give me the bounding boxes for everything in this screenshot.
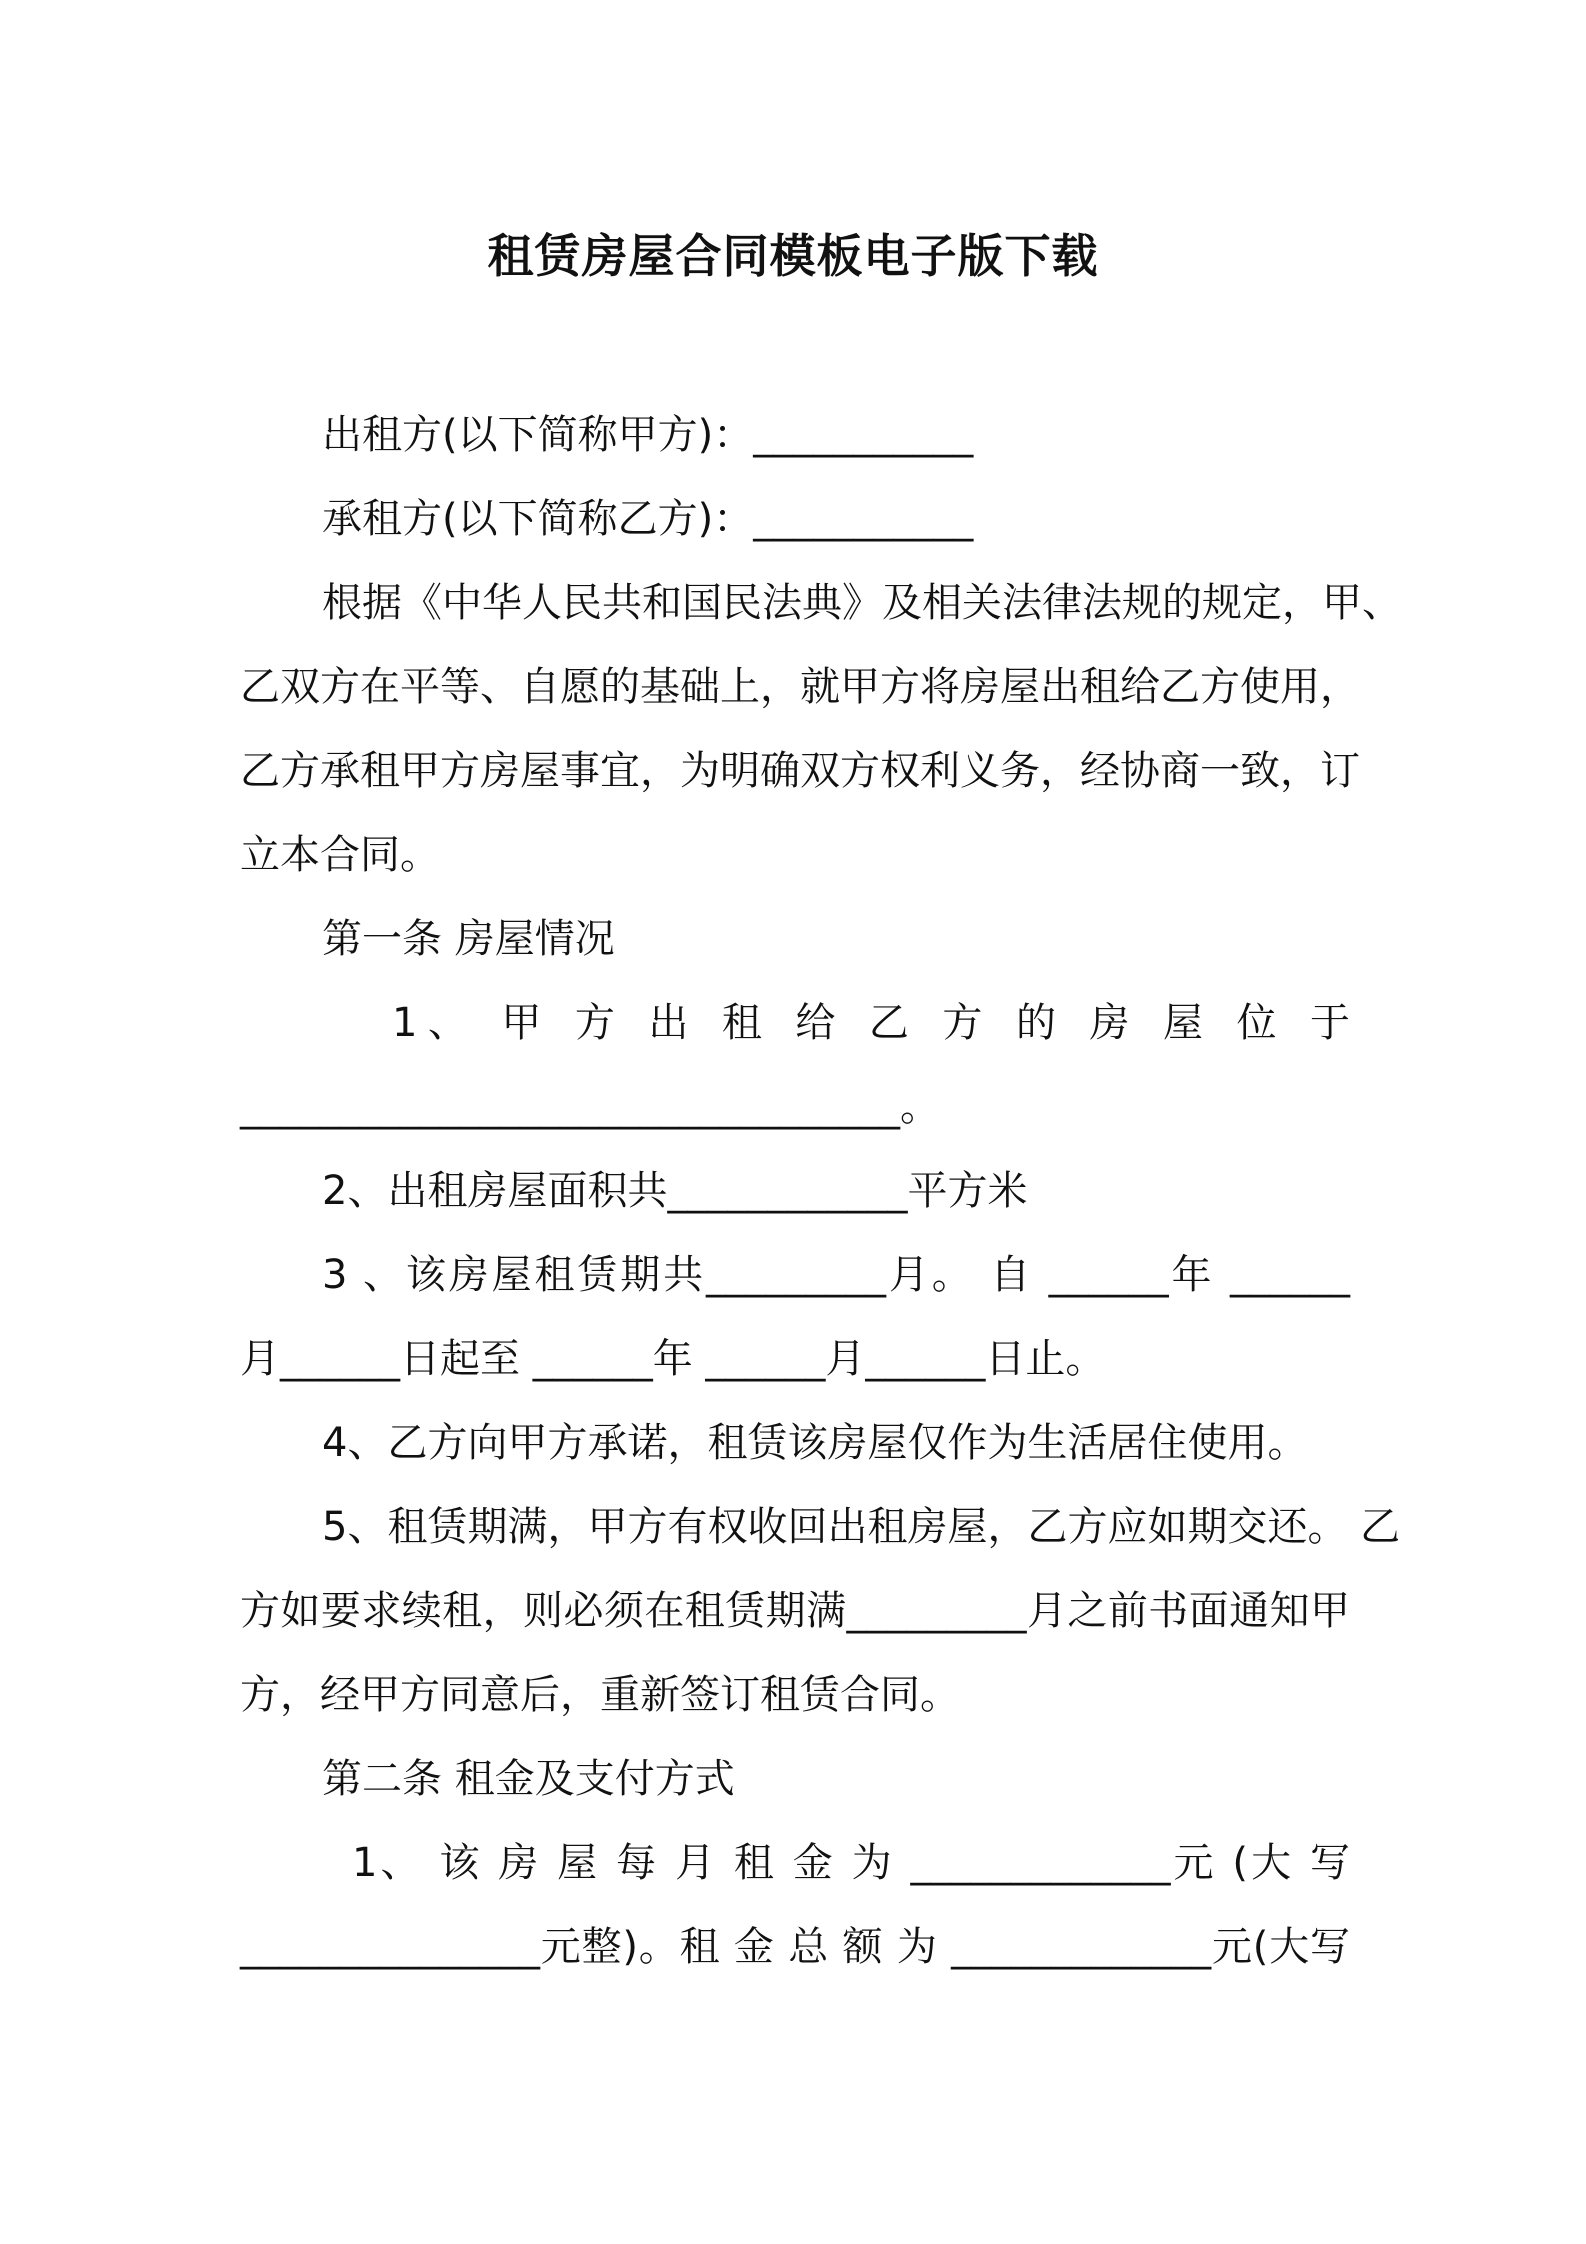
clause-1-4: 4、乙方向甲方承诺，租赁该房屋仅作为生活居住使用。 [322, 1420, 1308, 1466]
preamble-line-1: 根据《中华人民共和国民法典》及相关法律法规的规定，甲、 [322, 580, 1402, 626]
clause-2-1-line-1: 1、 该 房 屋 每 月 租 金 为 _____________元 (大 写 [352, 1840, 1350, 1886]
clause-1-3-line-1: 3 、该房屋租赁期共_________月。 自 ______年 ______ [322, 1252, 1350, 1298]
preamble-line-3: 乙方承租甲方房屋事宜，为明确双方权利义务，经协商一致，订 [240, 748, 1360, 794]
clause-1-1-line-2: _________________________________。 [240, 1084, 940, 1130]
article-2-heading: 第二条 租金及支付方式 [322, 1756, 735, 1802]
clause-1-5-line-3: 方，经甲方同意后，重新签订租赁合同。 [240, 1672, 960, 1718]
lessee-line: 承租方(以下简称乙方)：___________ [322, 496, 974, 542]
lessor-line: 出租方(以下简称甲方)：___________ [322, 412, 974, 458]
preamble-line-2: 乙双方在平等、自愿的基础上，就甲方将房屋出租给乙方使用， [240, 664, 1360, 710]
clause-1-3-line-2: 月______日起至 ______年 ______月______日止。 [240, 1336, 1106, 1382]
clause-1-5-line-1: 5、租赁期满，甲方有权收回出租房屋，乙方应如期交还。 乙 [322, 1504, 1401, 1550]
preamble-line-4: 立本合同。 [240, 832, 440, 878]
clause-1-1-line-1: 1、 甲 方 出 租 给 乙 方 的 房 屋 位 于 [392, 1000, 1350, 1046]
document-title: 租赁房屋合同模板电子版下载 [487, 229, 1099, 283]
clause-1-2: 2、出租房屋面积共____________平方米 [322, 1168, 1028, 1214]
clause-2-1-line-2: _______________元整)。租 金 总 额 为 _____________元(大写 [240, 1924, 1350, 1970]
clause-1-5-line-2: 方如要求续租，则必须在租赁期满_________月之前书面通知甲 [240, 1588, 1350, 1634]
article-1-heading: 第一条 房屋情况 [322, 916, 615, 962]
